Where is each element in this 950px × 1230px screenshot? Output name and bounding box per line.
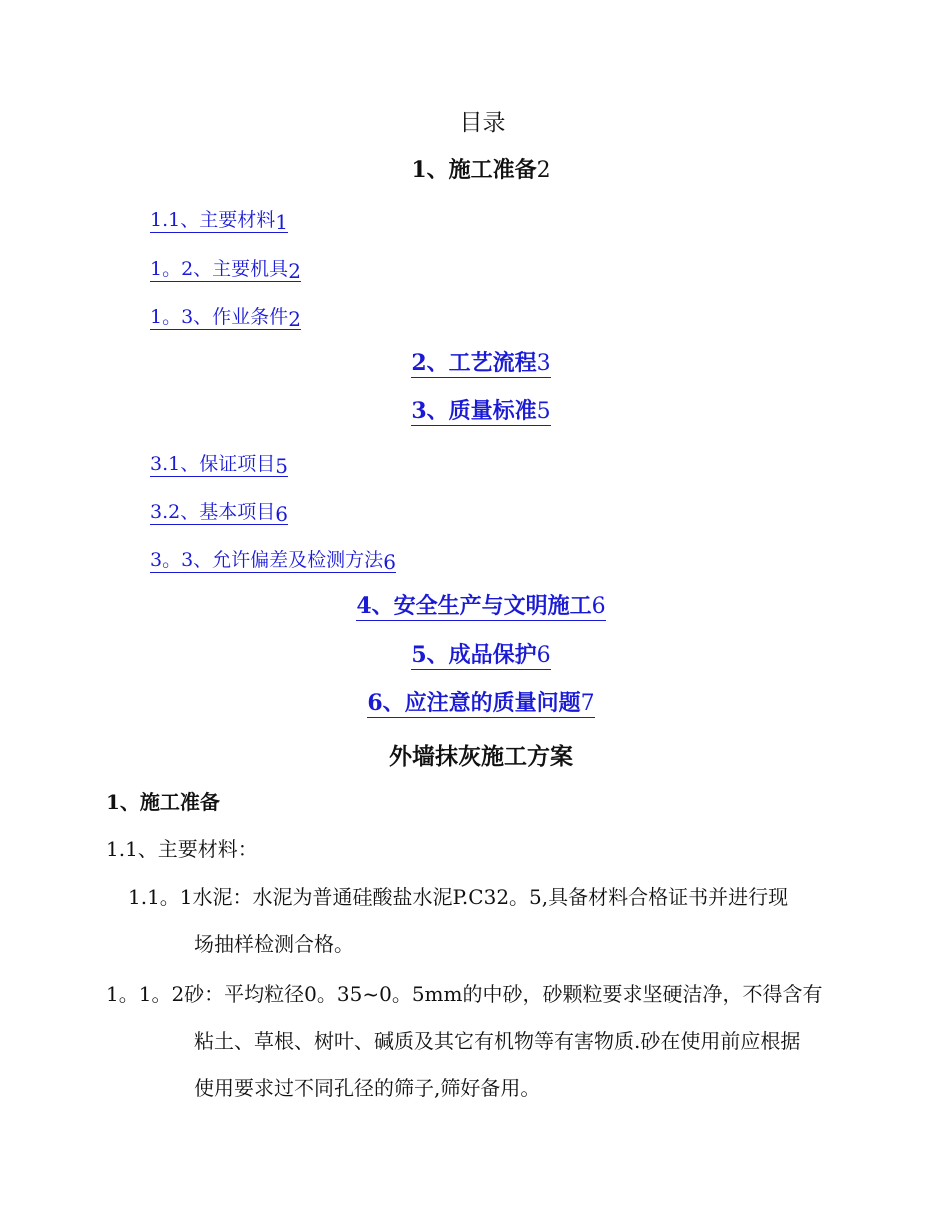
- toc-entry-label: 5、成品保护: [411, 642, 537, 668]
- toc-entry-page: 6: [536, 643, 551, 668]
- toc-entry-label: 1、施工准备: [411, 157, 537, 183]
- toc-link[interactable]: [356, 593, 605, 621]
- toc-entry-safety[interactable]: [0, 591, 950, 622]
- paragraph-line: 粘土、草根、树叶、碱质及其它有机物等有害物质.砂在使用前应根据: [194, 1029, 801, 1053]
- toc-entry-label: 2、工艺流程: [411, 350, 537, 376]
- paragraph-line: 1。1。2砂：平均粒径0。35~0。5mm的中砂，砂颗粒要求坚硬洁净，不得含有: [106, 982, 823, 1006]
- toc-entry-page: 5: [275, 454, 288, 478]
- toc-link[interactable]: [150, 453, 288, 477]
- toc-entry-label: 4、安全生产与文明施工: [356, 593, 592, 619]
- toc-entry-page: 1: [275, 210, 288, 234]
- toc-entry-label: 1。3、作业条件: [150, 306, 289, 328]
- toc-entry-label: 3.2、基本项目: [150, 501, 276, 523]
- toc-entry-page: 6: [591, 594, 606, 619]
- subsection-heading: 1.1、主要材料：: [106, 837, 258, 861]
- toc-entry-main-tools[interactable]: [150, 254, 301, 283]
- toc-entry-label: 3.1、保证项目: [150, 453, 276, 475]
- toc-link[interactable]: [150, 209, 288, 233]
- toc-entry-label: 1。2、主要机具: [150, 258, 289, 280]
- toc-entry-guarantee-items[interactable]: [150, 449, 288, 478]
- toc-entry-main-materials[interactable]: [150, 205, 288, 234]
- section-heading: 1、施工准备: [106, 790, 220, 814]
- toc-entry-process-flow[interactable]: [0, 348, 950, 379]
- paragraph-line: 场抽样检测合格。: [194, 932, 354, 956]
- toc-entry-quality-standards[interactable]: [0, 396, 950, 427]
- toc-link[interactable]: [411, 642, 550, 670]
- document-title: 外墙抹灰施工方案: [389, 743, 573, 770]
- toc-entry-page: 2: [288, 259, 301, 283]
- toc-entry-basic-items[interactable]: [150, 497, 288, 526]
- toc-entry-page: 6: [275, 502, 288, 526]
- toc-link[interactable]: [150, 258, 301, 282]
- toc-entry-tolerance-methods[interactable]: [150, 545, 396, 574]
- toc-link[interactable]: [150, 501, 288, 525]
- toc-link[interactable]: [150, 306, 301, 330]
- toc-entry-construction-prep[interactable]: [0, 155, 950, 186]
- toc-entry-page: 2: [288, 307, 301, 331]
- toc-entry-page: 6: [383, 550, 396, 574]
- toc-entry-label: 3。3、允许偏差及检测方法: [150, 549, 384, 571]
- paragraph-line: 使用要求过不同孔径的筛子,筛好备用。: [194, 1076, 541, 1100]
- toc-entry-page: 2: [536, 158, 551, 183]
- toc-entry-label: 1.1、主要材料: [150, 209, 276, 231]
- toc-entry-label: 3、质量标准: [411, 398, 537, 424]
- paragraph-line: 1.1。1水泥：水泥为普通硅酸盐水泥P.C32。5,具备材料合格证书并进行现: [128, 885, 789, 909]
- toc-entry-quality-issues[interactable]: [0, 688, 950, 719]
- toc-entry-page: 3: [536, 351, 551, 376]
- toc-link[interactable]: [411, 350, 550, 378]
- toc-entry-product-protection[interactable]: [0, 640, 950, 671]
- toc-entry-work-conditions[interactable]: [150, 302, 301, 331]
- toc-entry-label: 6、应注意的质量问题: [367, 690, 581, 716]
- toc-entry-page: 5: [536, 399, 551, 424]
- toc-link[interactable]: [411, 398, 550, 426]
- toc-link[interactable]: [150, 549, 396, 573]
- toc-entry-page: 7: [580, 691, 595, 716]
- toc-title: 目录: [459, 110, 506, 136]
- toc-link[interactable]: [367, 690, 594, 718]
